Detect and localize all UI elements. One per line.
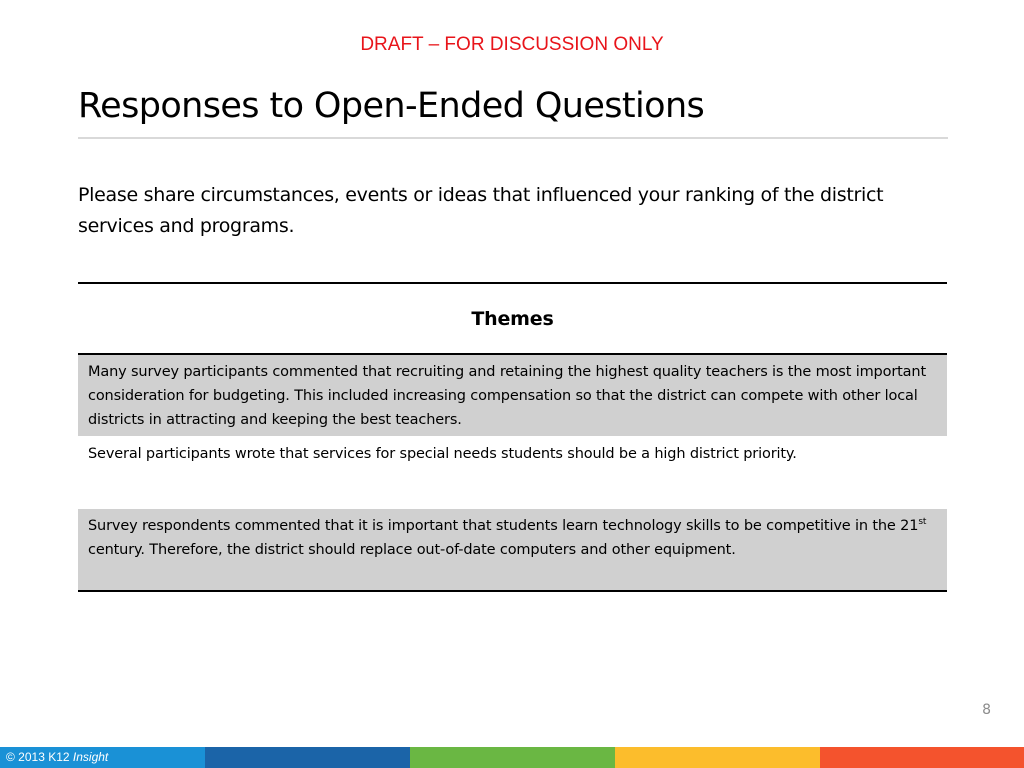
footer-segment [820,747,1024,768]
themes-table [78,282,947,592]
theme-text: Many survey participants commented that recruiting and retaining the highest quality teachers is the most important consideration for budgeting. This included increasing compensation so that the district can compete with other local districts in attracting and keeping the best teachers. [78,354,947,437]
slide-title: Responses to Open-Ended Questions [78,86,705,126]
ordinal-superscript: st [918,517,927,527]
title-divider [78,137,948,139]
draft-notice: DRAFT – FOR DISCUSSION ONLY [360,34,664,55]
copyright-notice [6,750,108,765]
survey-question: Please share circumstances, events or ideas that influenced your ranking of the district services and programs. [78,184,884,237]
page-number: 8 [982,702,991,718]
table-row [78,437,947,509]
brand-name: Insight [72,750,109,764]
footer-segment [0,747,205,768]
table-row [78,509,947,592]
footer-segment [615,747,820,768]
themes-header: Themes [78,283,947,354]
theme-text-part: century. Therefore, the district should replace out-of-date computers and other equipment. [88,542,736,558]
copyright-text: © 2013 K12 [6,750,70,764]
footer-color-bar [0,747,1024,768]
theme-text [78,509,947,592]
footer-segment [410,747,615,768]
theme-text: Several participants wrote that services for special needs students should be a high district priority. [78,437,947,509]
theme-text-part: Survey respondents commented that it is important that students learn technology skills to be competitive in the 21 [88,518,919,534]
table-row [78,354,947,437]
footer-segment [205,747,410,768]
